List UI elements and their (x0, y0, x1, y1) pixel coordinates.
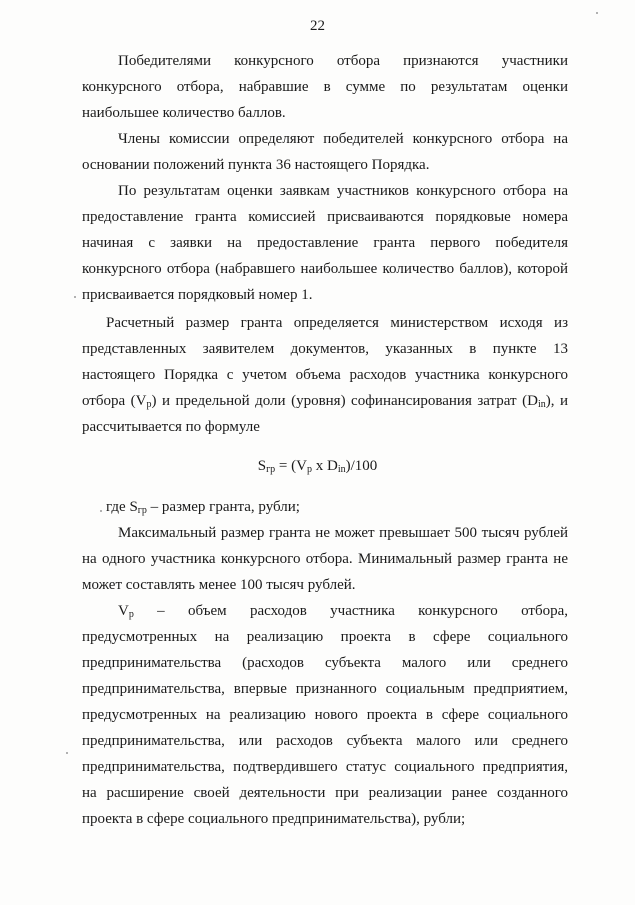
page-number: 22 (310, 18, 325, 34)
text-part: где S (106, 499, 138, 515)
text-part: – объем расходов участника конкурсного отбора, предусмотренных на реализацию проекта в сфере социального предпринимательства (расходов субъекта малого или среднего предпринимательства, впервые признанного социальным предприятием, предусмотренных на реализацию нового проекта в сфере социального предпринимательства, или расходов субъекта малого или среднего предпринимательства, подтвердившего статус социального предприятия, на расширение своей деятельности при реализации ранее созданного проекта в сфере социального предпринимательства), рубли; (82, 603, 568, 827)
text-part: Расчетный размер гранта определяется министерством исходя из представленных заявителем документов, указанных в пункте 13 настоящего Порядка с учетом объема расходов участника конкурсного отбора (V (82, 315, 568, 409)
scan-speck (74, 296, 76, 298)
subscript: р (128, 609, 134, 620)
scan-speck (100, 510, 102, 512)
text-part: – размер гранта, рубли; (146, 499, 300, 515)
subscript: гр (266, 464, 276, 475)
subscript: in (337, 464, 346, 475)
paragraph-text: Максимальный размер гранта не может превышает 500 тысяч рублей на одного участника конкурсного отбора. Минимальный размер гранта не может составлять менее 100 тысяч рублей. (82, 525, 568, 593)
formula-part: S (257, 458, 267, 474)
subscript: гр (137, 505, 147, 516)
formula-part: )/100 (345, 458, 378, 474)
paragraph-text: По результатам оценки заявкам участников конкурсного отбора на предоставление гранта комиссией присваиваются порядковые номера начиная с заявки на предоставление гранта первого победителя конкурсного отбора (набравшего наибольшее количество баллов), которой присваивается порядковый номер 1. (82, 183, 568, 303)
subscript: р (146, 399, 152, 410)
paragraph-commission (82, 126, 568, 178)
paragraph-grant-calculation (82, 310, 568, 440)
paragraph-text (82, 598, 568, 832)
paragraph-grant-limits (82, 520, 568, 598)
text-part: ), и рассчитывается по формуле (82, 393, 568, 435)
scan-speck (66, 752, 68, 754)
text-part: ) и предельной доли (уровня) софинансирования затрат (D (151, 393, 538, 409)
grant-formula (0, 453, 635, 479)
text-part: V (118, 603, 129, 619)
paragraph-where (82, 494, 568, 520)
subscript: in (537, 399, 546, 410)
formula-part: = (V (275, 458, 307, 474)
formula-part: x D (311, 458, 338, 474)
paragraph-text: Члены комиссии определяют победителей конкурсного отбора на основании положений пункта 36 настоящего Порядка. (82, 131, 568, 173)
paragraph-numbering (82, 178, 568, 308)
paragraph-text (82, 310, 568, 440)
paragraph-text (82, 494, 568, 520)
paragraph-expenses-definition (82, 598, 568, 832)
scan-speck (596, 12, 598, 14)
subscript: р (306, 464, 312, 475)
paragraph-text: Победителями конкурсного отбора признаются участники конкурсного отбора, набравшие в сумме по результатам оценки наибольшее количество баллов. (82, 53, 568, 121)
paragraph-winners (82, 48, 568, 126)
